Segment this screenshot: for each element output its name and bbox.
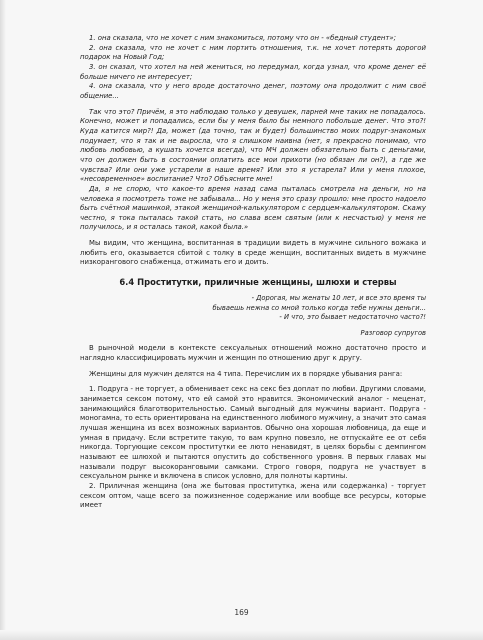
epigraph-line-3: - И что, это бывает недостаточно часто?! xyxy=(279,313,426,322)
epigraph xyxy=(80,294,426,323)
quote-item-4: 4. она сказала, что у него вроде достаточно денег, поэтому она продолжит с ним своё общение... xyxy=(80,82,426,100)
body-paragraph-4: 2. Приличная женщина (она же бытовая проститутка, жена или содержанка) - торгует сексом оптом, чаще всего за пожизненное содержание или вообще все ресурсы, которые имеет xyxy=(80,482,426,510)
quote-item-1: 1. она сказала, что не хочет с ним знакомиться, потому что он - «бедный студент»; xyxy=(89,34,396,42)
page-bottom-shadow xyxy=(0,630,483,640)
epigraph-line-2: бываешь нежна со мной только когда тебе нужны деньги... xyxy=(212,303,426,312)
epigraph-line-1: - Дорогая, мы женаты 10 лет, и все это время ты xyxy=(251,294,426,303)
quote-paragraph-1: Так что это? Причём, я это наблюдаю только у девушек, парней мне таких не попадалось. Конечно, может и попадались, если бы у меня было бы немного побольше денег. Что это?! Куда катится мир?! Да, может (да точно, так и будет) большинство моих подруг-знакомых подумает, что я так и не выросла, что я слишком наивна (нет, я прекрасно понимаю, что любовь любовью, а кушать хочется всегда), что МЧ должен обязательно быть с деньгами, что он должен быть в состоянии оплатить все мои прихоти (но обязан ли он?), а где же чувства? Или они уже устарели в наше время? Или это я устарела? Или у меня плохое, «несовременное» воспитание? Что? Объясните мне! xyxy=(80,107,426,184)
quote-item-3: 3. он сказал, что хотел на ней жениться, но передумал, когда узнал, что кроме денег её больше ничего не интересует; xyxy=(80,62,426,81)
page-content xyxy=(80,34,426,511)
body-paragraph-1: В рыночной модели в контексте сексуальных отношений можно достаточно просто и наглядно классифицировать мужчин и женщин по отношению друг к другу. xyxy=(80,344,426,363)
section-heading: 6.4 Проститутки, приличные женщины, шлюхи и стервы xyxy=(119,277,397,288)
quote-paragraph-2: Да, я не спорю, что какое-то время назад сама пыталась смотрела на деньги, но на человека я посмотреть тоже не забывала... Но у меня это сразу прошло: мне просто надоело быть счётной машинкой, этакой женщиной-калькулятором с сердцем-калькулятором. Скажу честно, я тока пыталась такой стать, но слава всем святым (или к несчастью) у меня не получилось, и я осталась такой, какой была.» xyxy=(80,184,426,232)
epigraph-source: Разговор супругов xyxy=(360,328,426,337)
body-paragraph-3: 1. Подруга - не торгует, а обменивает секс на секс без доплат по любви. Другими словами, занимается сексом потому, что ей самой это нравится. Экономический аналог - меценат, занимающийся благотворительностью. Самый выгодный для мужчины вариант. Подруга - моногамна, то есть ориентирована на единственного любимого мужчину, а значит это самая лучшая женщина из всех возможных вариантов. Обычно она хорошая любовница, да еще и умная в придачу. Если встретите такую, то вам крупно повезло, не отпускайте ее от себя никогда. Торгующие сексом проститутки ее люто ненавидят, в целях борьбы с демпингом называют ее шлюхой и пытаются опустить до собственного уровня. В первых главах мы называли подруг высокоранговыми самками. Строго говоря, подруга не участвует в сексуальном рынке и включена в список условно, для полноты картины. xyxy=(80,385,426,481)
page-edge-shadow xyxy=(0,0,6,640)
summary-paragraph: Мы видим, что женщина, воспитанная в традиции видеть в мужчине сильного вожака и любить его, оказывается сбитой с толку в среде женщин, воспитанных видеть в мужчине низкорангового снабженца, отжимать его и доить. xyxy=(80,239,426,267)
quote-item-2: 2. она сказала, что не хочет с ним портить отношения, т.к. не хочет потерять дорогой подарок на Новый Год; xyxy=(80,43,426,62)
page-number: 169 xyxy=(234,608,249,617)
body-paragraph-2: Женщины для мужчин делятся на 4 типа. Перечислим их в порядке убывания ранга: xyxy=(89,369,403,378)
